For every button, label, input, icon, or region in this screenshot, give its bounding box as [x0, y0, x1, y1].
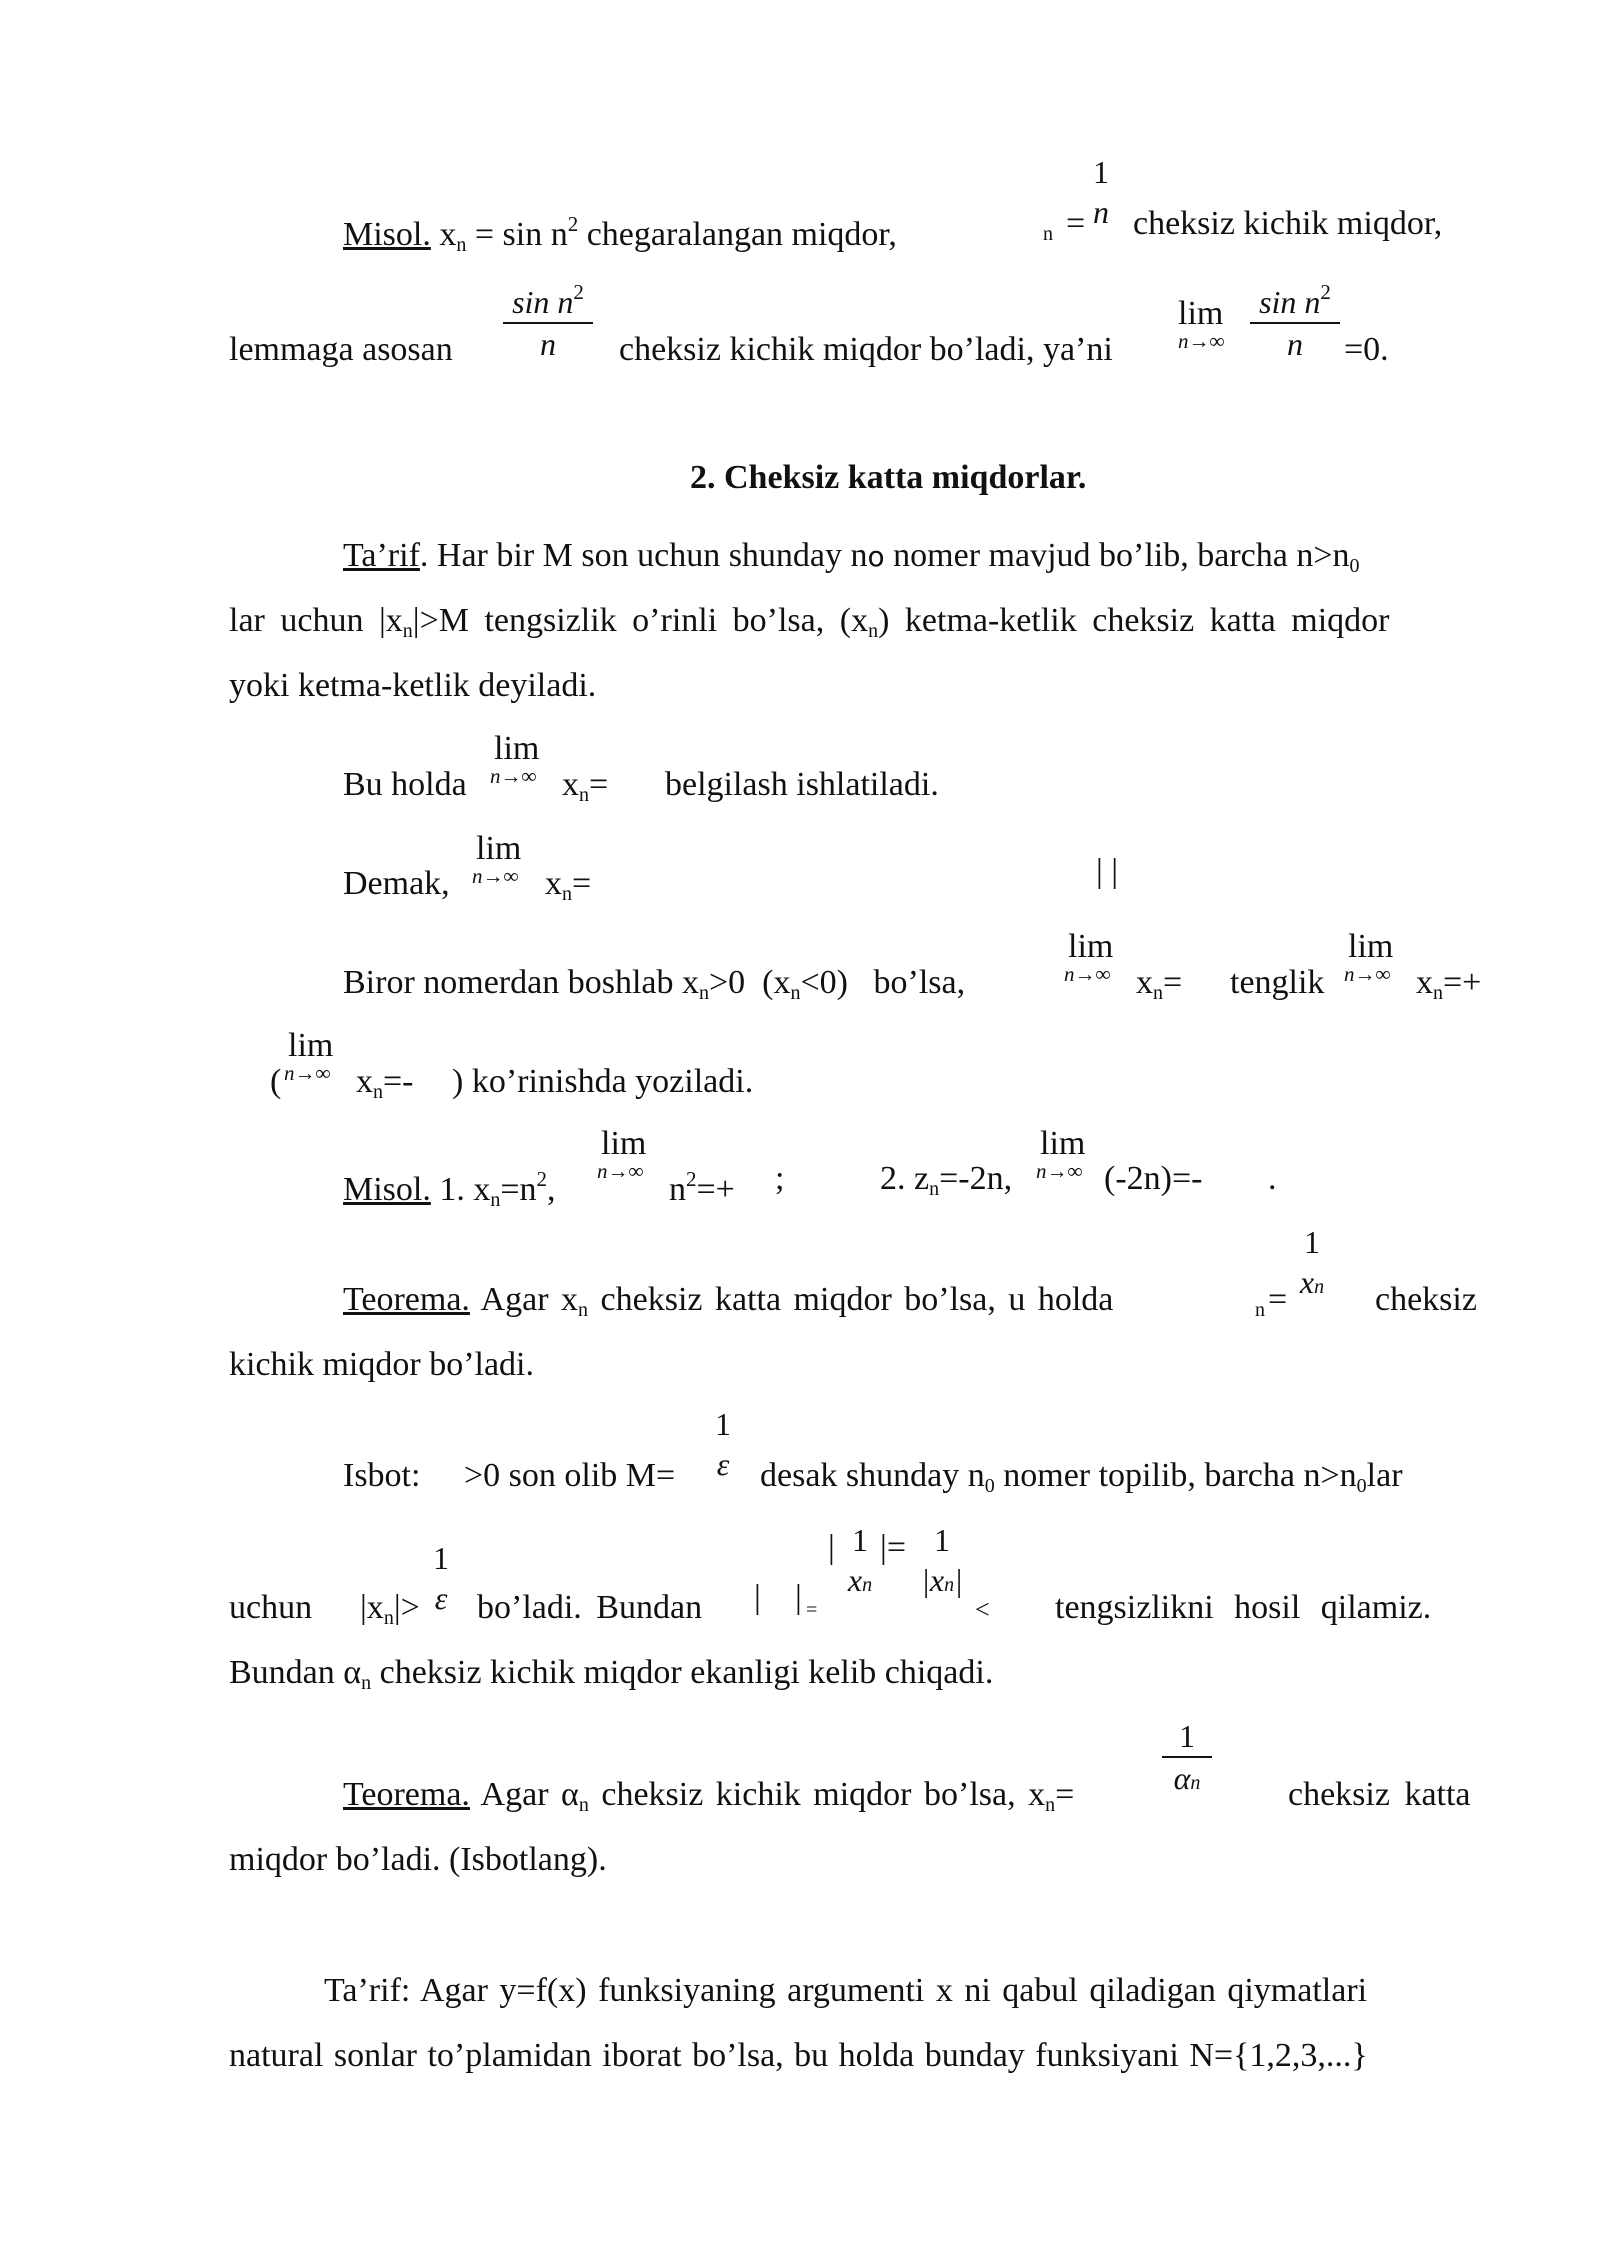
subscript: n [578, 1794, 589, 1816]
text: |x [921, 1562, 945, 1598]
lim-subscript: n→∞ [1064, 962, 1111, 986]
text: x [1416, 964, 1433, 1001]
teorema-label: Teorema. [343, 1281, 470, 1318]
lim-word: lim [1068, 928, 1114, 965]
subscript: 0 [1356, 1475, 1367, 1497]
subscript: n [579, 784, 589, 806]
misol-label: Misol. [343, 216, 431, 253]
text: x [1299, 1264, 1315, 1300]
abs-bar-equals [880, 1528, 906, 1568]
lim-subscript: n→∞ [597, 1159, 644, 1183]
text: cheksiz katta miqdor bo’lsa, u holda [588, 1281, 1114, 1318]
text: yoki ketma-ketlik deyiladi. [229, 667, 597, 704]
denominator: n [1287, 326, 1303, 362]
superscript: 2 [686, 1167, 697, 1191]
misol-label: Misol. [343, 1171, 431, 1208]
text: . [1268, 1160, 1277, 1197]
text: (-2n)=- [1104, 1160, 1203, 1197]
text: α [1173, 1760, 1191, 1796]
denominator [912, 1560, 972, 1605]
text: =- [383, 1063, 414, 1100]
subscript: n [1433, 982, 1443, 1004]
subscript: n [790, 982, 801, 1004]
text-xn-abs [360, 1588, 420, 1638]
limit-expression [1136, 963, 1182, 1013]
limit-expression [545, 864, 591, 914]
alpha-symbol: α [343, 1654, 362, 1691]
subscript: n [383, 1607, 394, 1629]
limit-operator [597, 1127, 646, 1181]
text: belgilash ishlatiladi. [665, 766, 939, 803]
subscript: n [361, 1672, 372, 1694]
equals-sign: = [806, 1599, 818, 1621]
numerator: 1 [1179, 1718, 1195, 1754]
text: = [1055, 1776, 1075, 1813]
text: x [562, 766, 579, 803]
text: tenglik [1230, 964, 1325, 1001]
lim-word: lim [288, 1027, 334, 1064]
limit-expression [669, 1159, 735, 1210]
subscript: n [1314, 1276, 1325, 1298]
tarif2-line-2: natural sonlar to’plamidan iborat bo’lsa, bu holda bunday funksiyani N={1,2,3,...} [229, 2037, 1368, 2074]
subscript: 0 [1349, 555, 1360, 577]
text: 1. x [430, 1171, 491, 1208]
subscript: n [578, 1299, 589, 1321]
numerator [1250, 272, 1340, 322]
text: desak shunday n [760, 1457, 985, 1494]
text: Bu holda [343, 766, 467, 803]
denominator [1162, 1758, 1212, 1803]
lim-subscript: n→∞ [1178, 329, 1225, 353]
subscript: 0 [984, 1475, 995, 1497]
text: <0) bo’lsa, [800, 964, 966, 1001]
fraction-one-over-abs-xn [912, 1520, 972, 1605]
subscript: n [456, 234, 467, 256]
text: n [669, 1171, 686, 1208]
lim-word: lim [1178, 295, 1224, 332]
numerator: 1 [1093, 154, 1109, 190]
superscript: 2 [536, 1167, 548, 1191]
abs-bar: | [754, 1579, 761, 1616]
text: |>M tengsizlik o’rinli bo’lsa, (x [412, 602, 869, 639]
lim-subscript: n→∞ [472, 864, 519, 888]
misol-line-1 [343, 204, 897, 265]
text: =+ [696, 1171, 735, 1208]
superscript: 2 [573, 280, 584, 304]
lim-word: lim [1348, 928, 1394, 965]
superscript: 2 [567, 212, 579, 236]
subscript: n [929, 1178, 940, 1200]
text: lar uchun |x [229, 602, 403, 639]
isbot-rest [760, 1456, 1403, 1506]
text: lar [1366, 1457, 1403, 1494]
text: = [589, 766, 609, 803]
text: >0 (x [709, 964, 791, 1001]
text: o [867, 540, 885, 573]
text: x [430, 216, 457, 253]
text: ; [775, 1160, 785, 1197]
denominator: ε [716, 1446, 730, 1482]
section-heading: 2. Cheksiz katta miqdorlar. [690, 459, 1087, 496]
absolute-value-bars: | | [1096, 853, 1119, 890]
subscript: n [862, 1574, 873, 1596]
lim-subscript: n→∞ [1344, 962, 1391, 986]
equals-sign: = [1066, 205, 1086, 242]
limit-operator [472, 832, 521, 886]
text: Isbot: [343, 1457, 421, 1494]
fraction-sin-n2-over-n [1250, 272, 1340, 364]
teorema1-line-1 [343, 1280, 1113, 1330]
misol2-start [343, 1159, 556, 1220]
less-than-sign: < [975, 1595, 990, 1624]
bundan-line [229, 1653, 993, 1703]
text: Agar [469, 1776, 562, 1813]
text: lemmaga asosan [229, 331, 453, 368]
subscript: n [944, 1574, 955, 1596]
limit-operator [490, 732, 539, 786]
subscript: n [373, 1081, 383, 1103]
limit-operator [1036, 1127, 1085, 1181]
lim-subscript: n→∞ [284, 1061, 331, 1085]
tarif-line-1 [343, 536, 1360, 586]
text: =-2n, [939, 1160, 1013, 1197]
equals-sign: = [1268, 1281, 1288, 1318]
subscript: n [868, 620, 879, 642]
text: =+ [1443, 964, 1482, 1001]
fraction-one-over-xn [840, 1520, 880, 1605]
text: cheksiz katta [1288, 1776, 1471, 1813]
text: ( [270, 1063, 282, 1100]
abs-bar: | [795, 1579, 802, 1616]
numerator [503, 272, 593, 322]
limit-operator [1344, 930, 1393, 984]
example-2 [880, 1159, 1012, 1209]
fraction-one-over-n [1088, 152, 1114, 232]
abs-bar: | [828, 1529, 835, 1566]
text: Agar x [469, 1281, 579, 1318]
subscript: n [1255, 1299, 1265, 1321]
denominator [840, 1560, 880, 1605]
superscript: 2 [1320, 280, 1331, 304]
text: = [572, 865, 592, 902]
lim-word: lim [476, 830, 522, 867]
text: x [847, 1562, 863, 1598]
denominator: n [1093, 194, 1109, 230]
text: 2. z [880, 1160, 930, 1197]
biror-line [343, 963, 965, 1013]
subscript: n [490, 1189, 501, 1211]
limit-operator [1178, 297, 1224, 351]
text: chegaralangan miqdor, [578, 216, 897, 253]
text: |> [393, 1589, 420, 1626]
lim-word: lim [494, 730, 540, 767]
text: = sin n [466, 216, 568, 253]
text: =n [500, 1171, 537, 1208]
tarif2-line-1: Ta’rif: Agar y=f(x) funksiyaning argumenti x ni qabul qiladigan qiymatlari [324, 1972, 1368, 2009]
text: , [547, 1171, 556, 1208]
subscript: n [699, 982, 709, 1004]
text: Bundan [229, 1654, 344, 1691]
text: = [886, 1529, 906, 1566]
text: bo’ladi. Bundan [477, 1589, 703, 1626]
numerator: 1 [433, 1540, 449, 1576]
text: Demak, [343, 865, 450, 902]
subscript: n [562, 883, 572, 905]
denominator [1287, 1262, 1337, 1307]
text: x [1136, 964, 1153, 1001]
limit-expression [562, 765, 608, 815]
text: cheksiz kichik miqdor bo’lsa, x [588, 1776, 1046, 1813]
numerator: 1 [934, 1522, 950, 1558]
text: Biror nomerdan boshlab x [343, 964, 699, 1001]
numerator: 1 [852, 1522, 868, 1558]
fraction-one-over-epsilon [428, 1538, 454, 1618]
text: cheksiz kichik miqdor ekanligi kelib chiqadi. [371, 1654, 994, 1691]
lim-subscript: n→∞ [490, 764, 537, 788]
text: ) ko’rinishda yoziladi. [452, 1063, 754, 1100]
text: sin n [512, 284, 574, 320]
numerator: 1 [1304, 1224, 1320, 1260]
text: ) ketma-ketlik cheksiz katta miqdor [878, 602, 1390, 639]
text: nomer topilib, barcha n>n [994, 1457, 1357, 1494]
denominator: ε [434, 1580, 448, 1616]
subscript: n [1153, 982, 1163, 1004]
text: sin n [1259, 284, 1321, 320]
tarif-line-2 [229, 601, 1389, 651]
lim-subscript: n→∞ [1036, 1159, 1083, 1183]
fraction-one-over-epsilon [710, 1404, 736, 1484]
teorema-label: Teorema. [343, 1776, 470, 1813]
text: miqdor bo’ladi. (Isbotlang). [229, 1841, 607, 1878]
text: kichik miqdor bo’ladi. [229, 1346, 535, 1383]
limit-operator [284, 1029, 333, 1083]
denominator: n [540, 326, 556, 362]
tarif-label: Ta’rif [343, 537, 420, 574]
teorema2-line-1 [343, 1775, 1074, 1825]
text: uchun [229, 1589, 313, 1626]
limit-expression [356, 1062, 414, 1112]
fraction-sin-n2-over-n [503, 272, 593, 364]
text: | [880, 1529, 887, 1566]
text: nomer mavjud bo’lib, barcha n>n [884, 537, 1350, 574]
subscript: n [1190, 1772, 1201, 1794]
lim-word: lim [1040, 1125, 1086, 1162]
text: cheksiz [1375, 1281, 1477, 1318]
numerator: 1 [715, 1406, 731, 1442]
text: | [954, 1562, 963, 1598]
text: |x [360, 1589, 384, 1626]
text: >0 son olib M= [464, 1457, 676, 1494]
text: tengsizlikni hosil qilamiz. [1055, 1589, 1432, 1626]
alpha-symbol: α [561, 1776, 579, 1813]
subscript: n [1045, 1794, 1056, 1816]
text: x [545, 865, 562, 902]
limit-expression [1416, 963, 1481, 1013]
fraction-one-over-xn [1287, 1222, 1337, 1307]
text: =0. [1344, 331, 1389, 368]
text: = [1163, 964, 1183, 1001]
limit-operator [1064, 930, 1113, 984]
subscript: n [402, 620, 413, 642]
subscript: n [1043, 223, 1053, 245]
lim-word: lim [601, 1125, 647, 1162]
text: x [356, 1063, 373, 1100]
text: . Har bir M son uchun shunday n [419, 537, 868, 574]
fraction-one-over-alpha-n [1162, 1716, 1212, 1803]
text: cheksiz kichik miqdor bo’ladi, ya’ni [619, 331, 1113, 368]
text: cheksiz kichik miqdor, [1133, 205, 1443, 242]
